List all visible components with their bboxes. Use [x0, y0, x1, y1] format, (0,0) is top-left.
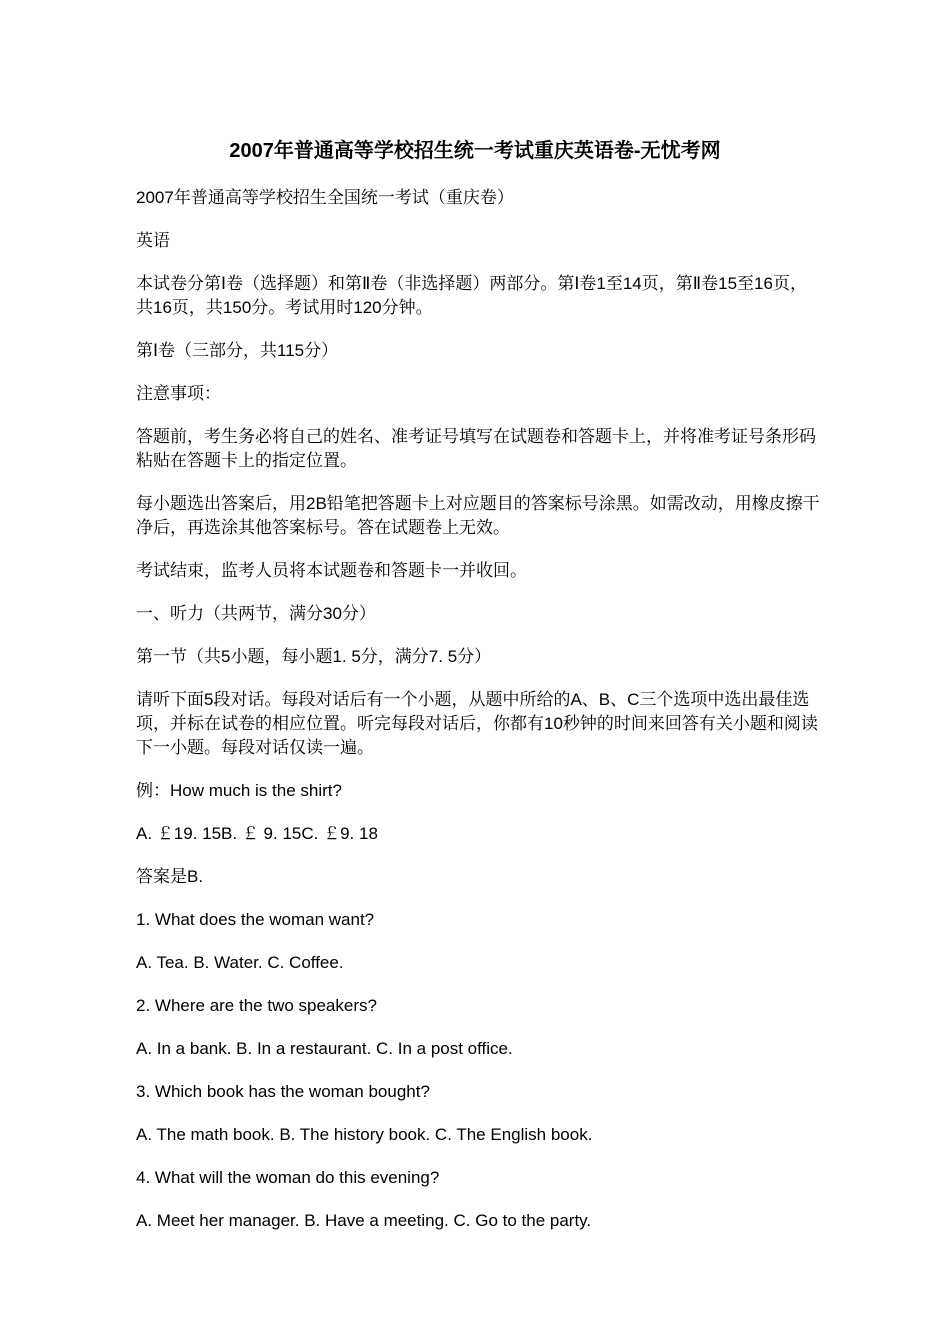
document-title: 2007年普通高等学校招生统一考试重庆英语卷-无忧考网 [229, 140, 721, 162]
paragraph-listening-heading: 一、听力（共两节，满分30分） [136, 604, 376, 623]
paragraph-exam-name: 2007年普通高等学校招生全国统一考试（重庆卷） [136, 188, 514, 207]
paragraph-notes-heading: 注意事项： [136, 384, 221, 403]
paragraph-question-3-options: A. The math book. B. The history book. C. The English book. [136, 1125, 593, 1144]
paragraph-note-1: 答题前，考生务必将自己的姓名、准考证号填写在试题卷和答题卡上，并将准考证号条形码粘贴在答题卡上的指定位置。 [136, 427, 816, 470]
paragraph-example-options: A. ￡19. 15B. ￡ 9. 15C. ￡9. 18 [136, 824, 378, 843]
document-body [136, 186, 821, 1252]
paragraph-question-4: 4. What will the woman do this evening? [136, 1168, 440, 1187]
paragraph-listening-instructions: 请听下面5段对话。每段对话后有一个小题，从题中所给的A、B、C三个选项中选出最佳选项，并标在试卷的相应位置。听完每段对话后，你都有10秒钟的时间来回答有关小题和阅读下一小题。每段对话仅读一遍。 [136, 690, 818, 757]
paragraph-question-2-options: A. In a bank. B. In a restaurant. C. In a post office. [136, 1039, 513, 1058]
paragraph-section-one-heading: 第一节（共5小题，每小题1. 5分，满分7. 5分） [136, 647, 492, 666]
paragraph-note-2: 每小题选出答案后，用2B铅笔把答题卡上对应题目的答案标号涂黑。如需改动，用橡皮擦干净后，再选涂其他答案标号。答在试题卷上无效。 [136, 494, 820, 537]
paragraph-exam-structure: 本试卷分第Ⅰ卷（选择题）和第Ⅱ卷（非选择题）两部分。第Ⅰ卷1至14页，第Ⅱ卷15至16页，共16页，共150分。考试用时120分钟。 [136, 274, 807, 317]
paragraph-note-3: 考试结束，监考人员将本试题卷和答题卡一并收回。 [136, 561, 527, 580]
paragraph-question-1-options: A. Tea. B. Water. C. Coffee. [136, 953, 344, 972]
paragraph-subject: 英语 [136, 231, 170, 250]
paragraph-question-4-options: A. Meet her manager. B. Have a meeting. C. Go to the party. [136, 1211, 592, 1230]
paragraph-question-2: 2. Where are the two speakers? [136, 996, 377, 1015]
paragraph-example-question: 例：How much is the shirt? [136, 781, 342, 800]
paragraph-part-one-heading: 第Ⅰ卷（三部分，共115分） [136, 341, 339, 360]
paragraph-question-3: 3. Which book has the woman bought? [136, 1082, 430, 1101]
paragraph-question-1: 1. What does the woman want? [136, 910, 375, 929]
paragraph-example-answer: 答案是B. [136, 867, 204, 886]
